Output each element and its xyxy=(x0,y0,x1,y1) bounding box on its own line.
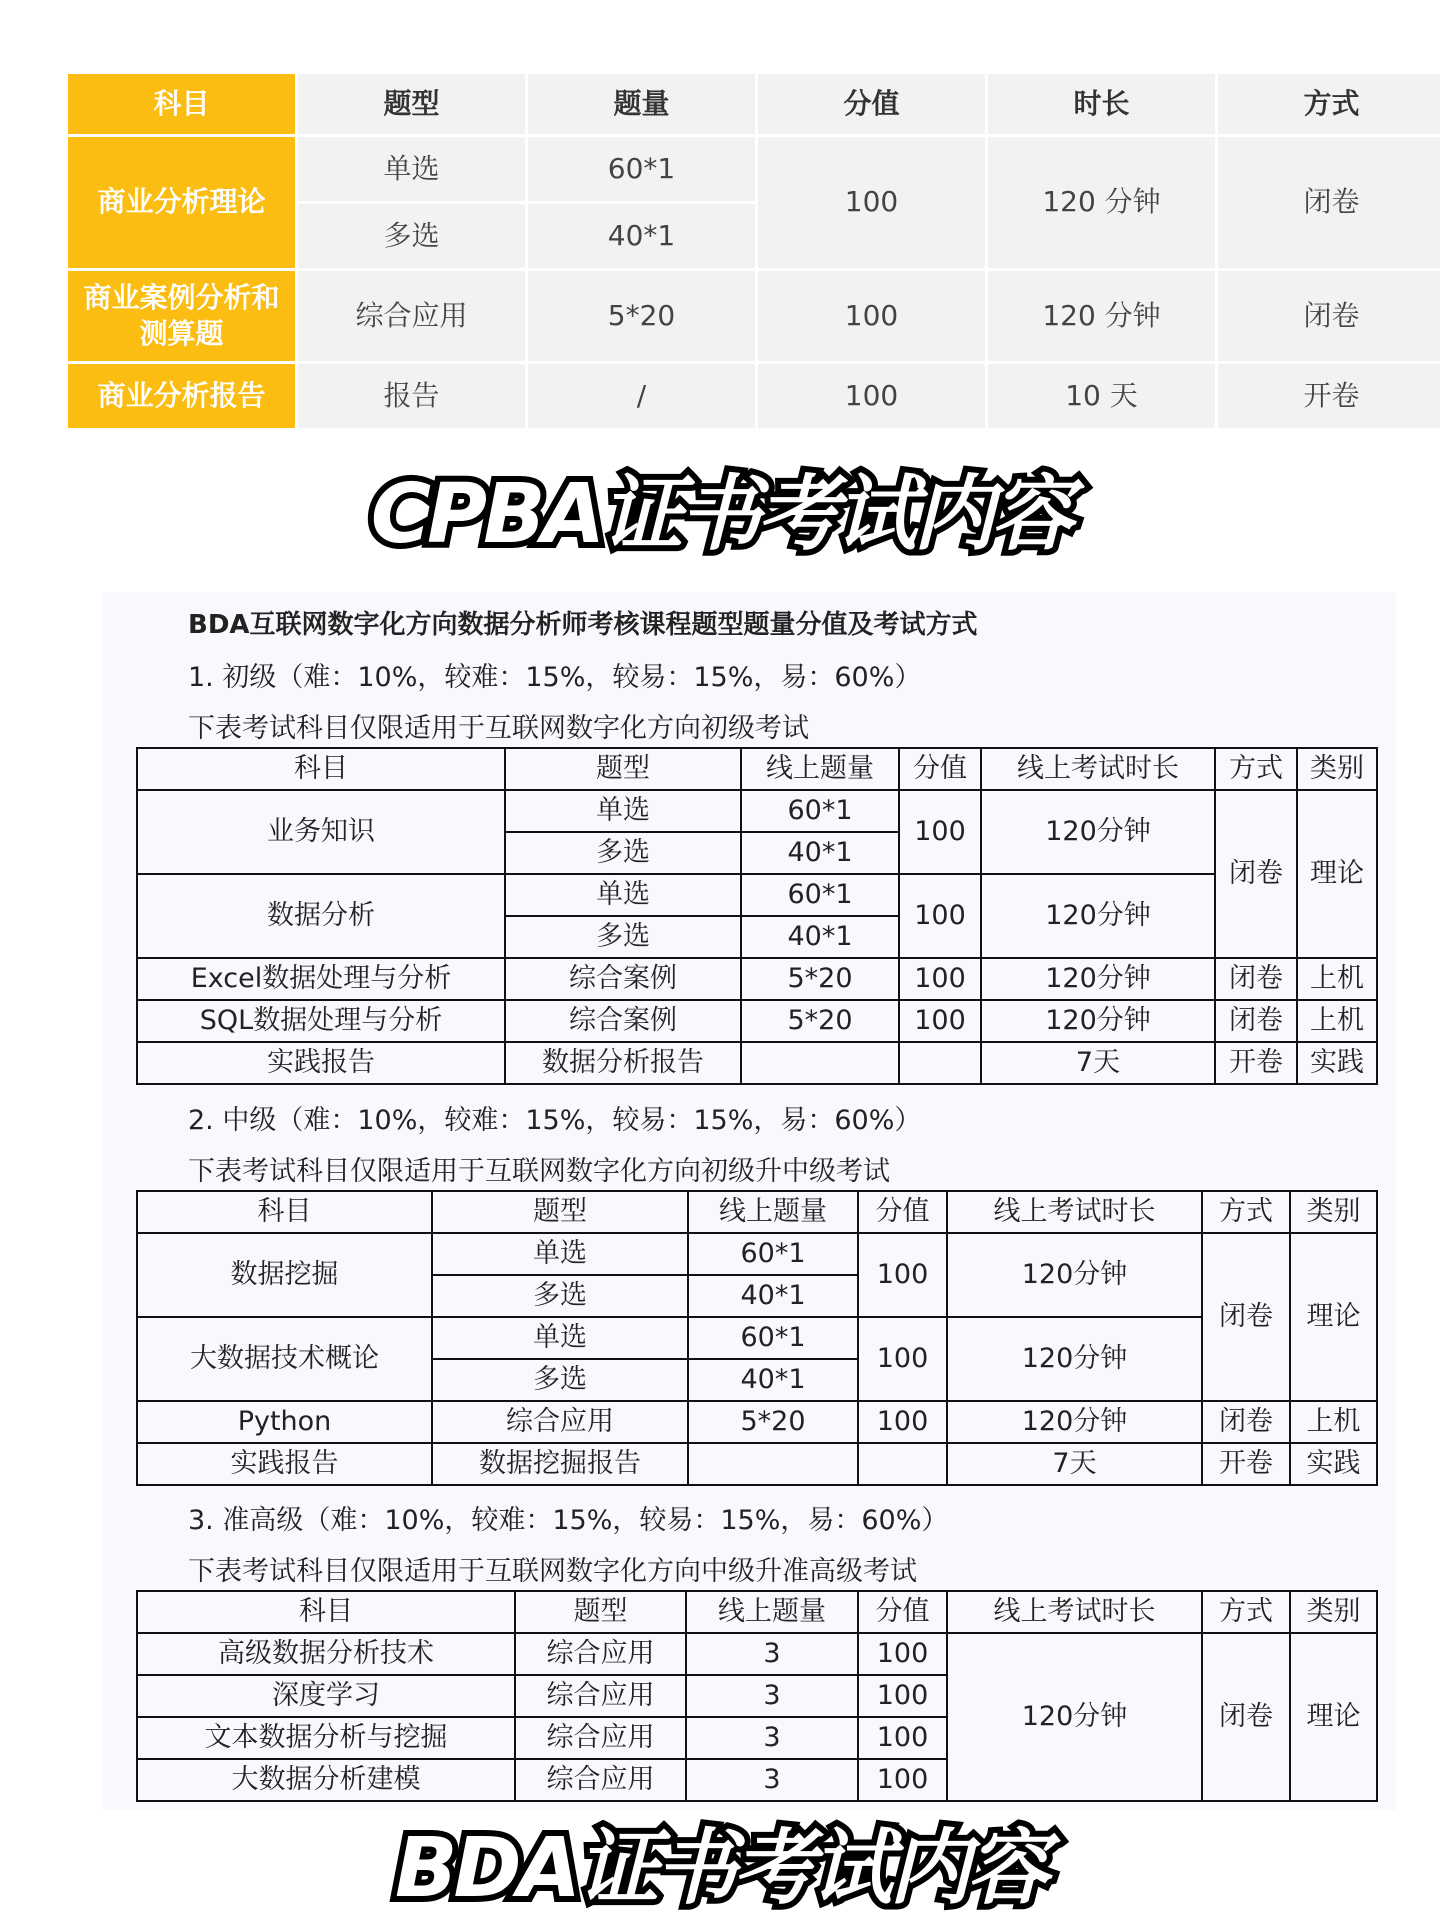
cpba-type-cell: 单选 xyxy=(298,137,525,201)
type-cell: 综合案例 xyxy=(505,1000,741,1042)
header-mode: 方式 xyxy=(1202,1191,1290,1233)
mode-cell: 闭卷 xyxy=(1215,1000,1297,1042)
cpba-type-cell: 报告 xyxy=(298,364,525,428)
level-3-title: 3. 准高级（难：10%，较难：15%，较易：15%，易：60%） xyxy=(188,1505,949,1536)
table-header-row xyxy=(137,1591,1377,1633)
header-count: 线上题量 xyxy=(686,1591,858,1633)
header-type: 题型 xyxy=(515,1591,686,1633)
type-cell: 综合应用 xyxy=(515,1675,686,1717)
header-score: 分值 xyxy=(858,1591,947,1633)
count-cell: 60*1 xyxy=(688,1233,858,1275)
count-cell: 5*20 xyxy=(741,1000,899,1042)
score-cell xyxy=(899,1042,981,1084)
subject-cell: 数据分析 xyxy=(137,874,505,958)
cpba-header-count: 题量 xyxy=(528,74,755,134)
cpba-subject-cell: 商业分析理论 xyxy=(68,137,295,268)
type-cell: 数据挖掘报告 xyxy=(432,1443,688,1485)
score-cell: 100 xyxy=(858,1317,947,1401)
cpba-subject-cell: 商业案例分析和测算题 xyxy=(68,271,295,361)
level-1-table xyxy=(136,747,1378,1085)
cpba-score-cell: 100 xyxy=(758,137,985,268)
type-cell: 数据分析报告 xyxy=(505,1042,741,1084)
subject-cell: 实践报告 xyxy=(137,1443,432,1485)
mode-cell: 闭卷 xyxy=(1202,1233,1290,1401)
cpba-subject-cell: 商业分析报告 xyxy=(68,364,295,428)
table-row xyxy=(137,1233,1377,1275)
mode-cell: 闭卷 xyxy=(1215,790,1297,958)
count-cell: 5*20 xyxy=(741,958,899,1000)
table-row xyxy=(137,1633,1377,1675)
count-cell: 3 xyxy=(686,1633,858,1675)
count-cell: 5*20 xyxy=(688,1401,858,1443)
type-cell: 多选 xyxy=(432,1359,688,1401)
subject-cell: Excel数据处理与分析 xyxy=(137,958,505,1000)
cpba-count-cell: 60*1 xyxy=(528,137,755,201)
type-cell: 综合应用 xyxy=(432,1401,688,1443)
header-type: 题型 xyxy=(505,748,741,790)
level-2-title: 2. 中级（难：10%，较难：15%，较易：15%，易：60%） xyxy=(188,1105,922,1136)
category-cell: 理论 xyxy=(1290,1633,1377,1801)
table-header-row xyxy=(137,1191,1377,1233)
cpba-count-cell: / xyxy=(528,364,755,428)
category-cell: 理论 xyxy=(1297,790,1377,958)
cpba-header-duration: 时长 xyxy=(988,74,1215,134)
score-cell: 100 xyxy=(899,958,981,1000)
count-cell: 60*1 xyxy=(741,790,899,832)
count-cell xyxy=(688,1443,858,1485)
header-score: 分值 xyxy=(899,748,981,790)
header-subject: 科目 xyxy=(137,748,505,790)
score-cell xyxy=(858,1443,947,1485)
type-cell: 单选 xyxy=(505,874,741,916)
header-mode: 方式 xyxy=(1215,748,1297,790)
subject-cell: Python xyxy=(137,1401,432,1443)
type-cell: 单选 xyxy=(432,1317,688,1359)
table-header-row xyxy=(137,748,1377,790)
header-count: 线上题量 xyxy=(741,748,899,790)
duration-cell: 120分钟 xyxy=(981,790,1215,874)
type-cell: 多选 xyxy=(432,1275,688,1317)
header-duration: 线上考试时长 xyxy=(947,1591,1202,1633)
header-category: 类别 xyxy=(1297,748,1377,790)
mode-cell: 开卷 xyxy=(1202,1443,1290,1485)
table-row xyxy=(137,958,1377,1000)
type-cell: 综合案例 xyxy=(505,958,741,1000)
type-cell: 单选 xyxy=(505,790,741,832)
score-cell: 100 xyxy=(858,1633,947,1675)
type-cell: 多选 xyxy=(505,832,741,874)
cpba-header-subject: 科目 xyxy=(68,74,295,134)
duration-cell: 120分钟 xyxy=(981,958,1215,1000)
score-cell: 100 xyxy=(858,1717,947,1759)
level-2-note: 下表考试科目仅限适用于互联网数字化方向初级升中级考试 xyxy=(188,1156,890,1187)
duration-cell: 120分钟 xyxy=(947,1233,1202,1317)
count-cell: 60*1 xyxy=(688,1317,858,1359)
score-cell: 100 xyxy=(899,1000,981,1042)
duration-cell: 120分钟 xyxy=(981,874,1215,958)
score-cell: 100 xyxy=(858,1233,947,1317)
type-cell: 多选 xyxy=(505,916,741,958)
score-cell: 100 xyxy=(858,1401,947,1443)
type-cell: 综合应用 xyxy=(515,1759,686,1801)
type-cell: 单选 xyxy=(432,1233,688,1275)
count-cell: 3 xyxy=(686,1675,858,1717)
duration-cell: 120分钟 xyxy=(947,1401,1202,1443)
header-mode: 方式 xyxy=(1202,1591,1290,1633)
table-row xyxy=(137,1042,1377,1084)
cpba-score-cell: 100 xyxy=(758,364,985,428)
subject-cell: SQL数据处理与分析 xyxy=(137,1000,505,1042)
level-3-table xyxy=(136,1590,1378,1802)
score-cell: 100 xyxy=(899,874,981,958)
header-subject: 科目 xyxy=(137,1191,432,1233)
level-1-title: 1. 初级（难：10%，较难：15%，较易：15%，易：60%） xyxy=(188,662,922,693)
bda-section-title: BDA证书考试内容 xyxy=(394,1821,1046,1916)
subject-cell: 深度学习 xyxy=(137,1675,515,1717)
duration-cell: 120分钟 xyxy=(947,1317,1202,1401)
cpba-exam-table xyxy=(68,74,1430,419)
subject-cell: 高级数据分析技术 xyxy=(137,1633,515,1675)
category-cell: 上机 xyxy=(1290,1401,1377,1443)
category-cell: 实践 xyxy=(1290,1443,1377,1485)
duration-cell: 7天 xyxy=(981,1042,1215,1084)
cpba-type-cell: 综合应用 xyxy=(298,271,525,361)
table-row xyxy=(137,1000,1377,1042)
cpba-duration-cell: 10 天 xyxy=(988,364,1215,428)
cpba-score-cell: 100 xyxy=(758,271,985,361)
cpba-mode-cell: 开卷 xyxy=(1218,364,1440,428)
cpba-mode-cell: 闭卷 xyxy=(1218,137,1440,268)
cpba-count-cell: 5*20 xyxy=(528,271,755,361)
table-row xyxy=(137,1443,1377,1485)
cpba-duration-cell: 120 分钟 xyxy=(988,137,1215,268)
mode-cell: 闭卷 xyxy=(1202,1401,1290,1443)
count-cell: 40*1 xyxy=(688,1275,858,1317)
cpba-header-type: 题型 xyxy=(298,74,525,134)
table-row xyxy=(137,1317,1377,1359)
count-cell: 40*1 xyxy=(688,1359,858,1401)
score-cell: 100 xyxy=(899,790,981,874)
header-duration: 线上考试时长 xyxy=(947,1191,1202,1233)
duration-cell: 120分钟 xyxy=(947,1633,1202,1801)
count-cell: 40*1 xyxy=(741,832,899,874)
subject-cell: 文本数据分析与挖掘 xyxy=(137,1717,515,1759)
header-category: 类别 xyxy=(1290,1591,1377,1633)
header-subject: 科目 xyxy=(137,1591,515,1633)
score-cell: 100 xyxy=(858,1675,947,1717)
header-duration: 线上考试时长 xyxy=(981,748,1215,790)
cpba-type-cell: 多选 xyxy=(298,204,525,268)
subject-cell: 大数据技术概论 xyxy=(137,1317,432,1401)
header-category: 类别 xyxy=(1290,1191,1377,1233)
level-2-table xyxy=(136,1190,1378,1486)
mode-cell: 开卷 xyxy=(1215,1042,1297,1084)
cpba-mode-cell: 闭卷 xyxy=(1218,271,1440,361)
header-score: 分值 xyxy=(858,1191,947,1233)
category-cell: 上机 xyxy=(1297,1000,1377,1042)
cpba-header-score: 分值 xyxy=(758,74,985,134)
count-cell: 3 xyxy=(686,1717,858,1759)
table-row xyxy=(137,874,1377,916)
duration-cell: 120分钟 xyxy=(981,1000,1215,1042)
table-row xyxy=(137,1401,1377,1443)
category-cell: 上机 xyxy=(1297,958,1377,1000)
bda-heading: BDA互联网数字化方向数据分析师考核课程题型题量分值及考试方式 xyxy=(188,610,978,640)
subject-cell: 业务知识 xyxy=(137,790,505,874)
type-cell: 综合应用 xyxy=(515,1633,686,1675)
cpba-section-title: CPBA证书考试内容 xyxy=(370,467,1070,562)
subject-cell: 大数据分析建模 xyxy=(137,1759,515,1801)
cpba-header-mode: 方式 xyxy=(1218,74,1440,134)
table-row xyxy=(137,790,1377,832)
count-cell xyxy=(741,1042,899,1084)
category-cell: 理论 xyxy=(1290,1233,1377,1401)
header-count: 线上题量 xyxy=(688,1191,858,1233)
mode-cell: 闭卷 xyxy=(1215,958,1297,1000)
category-cell: 实践 xyxy=(1297,1042,1377,1084)
cpba-duration-cell: 120 分钟 xyxy=(988,271,1215,361)
level-3-note: 下表考试科目仅限适用于互联网数字化方向中级升准高级考试 xyxy=(188,1556,917,1587)
type-cell: 综合应用 xyxy=(515,1717,686,1759)
count-cell: 3 xyxy=(686,1759,858,1801)
count-cell: 60*1 xyxy=(741,874,899,916)
subject-cell: 实践报告 xyxy=(137,1042,505,1084)
subject-cell: 数据挖掘 xyxy=(137,1233,432,1317)
header-type: 题型 xyxy=(432,1191,688,1233)
duration-cell: 7天 xyxy=(947,1443,1202,1485)
count-cell: 40*1 xyxy=(741,916,899,958)
level-1-note: 下表考试科目仅限适用于互联网数字化方向初级考试 xyxy=(188,713,809,744)
score-cell: 100 xyxy=(858,1759,947,1801)
cpba-count-cell: 40*1 xyxy=(528,204,755,268)
mode-cell: 闭卷 xyxy=(1202,1633,1290,1801)
